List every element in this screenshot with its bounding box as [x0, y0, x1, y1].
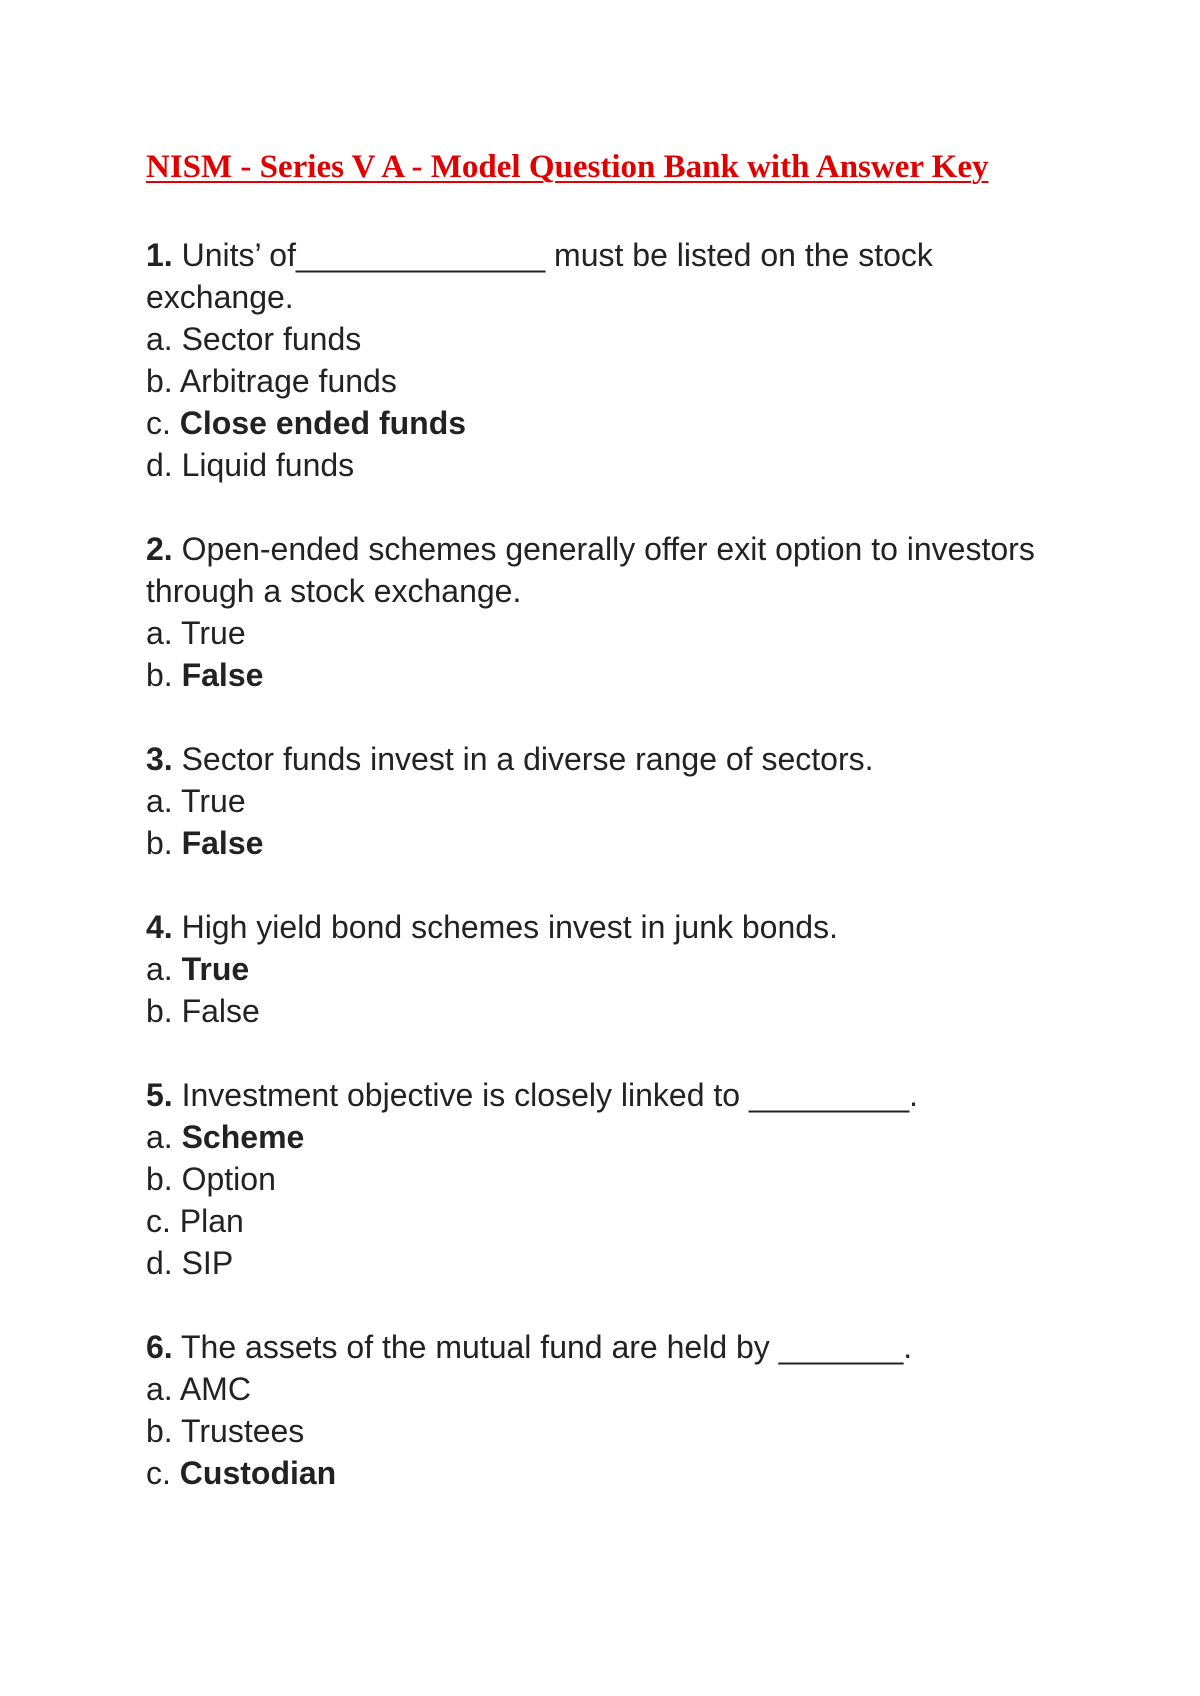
page-content	[146, 146, 1046, 1536]
option-text: Trustees	[181, 1413, 305, 1449]
option-text-answer: False	[181, 657, 264, 693]
document-title: NISM - Series V A - Model Question Bank with Answer Key	[146, 149, 989, 185]
question-text: Open-ended schemes generally offer exit option to investors through a stock exchange.	[146, 531, 1035, 609]
option-text: True	[181, 615, 246, 651]
option-letter: a.	[146, 783, 173, 819]
option-a-correct	[146, 1116, 1046, 1158]
option-letter: c.	[146, 1203, 171, 1239]
option-c-correct	[146, 402, 1046, 444]
option-b	[146, 360, 1046, 402]
option-c	[146, 1200, 1046, 1242]
option-list	[146, 318, 1046, 486]
option-text-answer: True	[181, 951, 250, 987]
question-4	[146, 906, 1046, 1032]
option-letter: d.	[146, 1245, 173, 1281]
option-letter: b.	[146, 825, 173, 861]
question-text: Units’ of______________ must be listed on the stock exchange.	[146, 237, 933, 315]
option-list	[146, 948, 1046, 1032]
option-text: SIP	[181, 1245, 234, 1281]
question-number: 5.	[146, 1077, 173, 1113]
option-text-answer: Custodian	[179, 1455, 337, 1491]
option-list	[146, 780, 1046, 864]
option-letter: b.	[146, 1161, 173, 1197]
option-letter: c.	[146, 1455, 171, 1491]
option-a	[146, 780, 1046, 822]
question-text: High yield bond schemes invest in junk bonds.	[181, 909, 838, 945]
question-text: Investment objective is closely linked to _________.	[181, 1077, 919, 1113]
question-text: Sector funds invest in a diverse range of sectors.	[181, 741, 874, 777]
option-letter: a.	[146, 951, 173, 987]
option-b	[146, 990, 1046, 1032]
option-letter: a.	[146, 615, 173, 651]
question-2	[146, 528, 1046, 696]
question-6	[146, 1326, 1046, 1494]
option-text-answer: Close ended funds	[179, 405, 467, 441]
option-list	[146, 612, 1046, 696]
option-letter: a.	[146, 1371, 173, 1407]
option-c-correct	[146, 1452, 1046, 1494]
option-d	[146, 1242, 1046, 1284]
option-a-correct	[146, 948, 1046, 990]
option-letter: b.	[146, 1413, 173, 1449]
option-letter: d.	[146, 447, 173, 483]
option-text: Liquid funds	[181, 447, 355, 483]
option-d	[146, 444, 1046, 486]
option-letter: b.	[146, 657, 173, 693]
option-b-correct	[146, 822, 1046, 864]
option-list	[146, 1368, 1046, 1494]
option-text: True	[181, 783, 246, 819]
question-stem	[146, 528, 1046, 612]
option-text-answer: Scheme	[181, 1119, 305, 1155]
question-text: The assets of the mutual fund are held by _______.	[181, 1329, 913, 1365]
question-stem	[146, 234, 1046, 318]
question-number: 3.	[146, 741, 173, 777]
option-letter: b.	[146, 993, 173, 1029]
question-number: 2.	[146, 531, 173, 567]
option-a	[146, 612, 1046, 654]
option-letter: a.	[146, 321, 173, 357]
question-number: 1.	[146, 237, 173, 273]
question-stem	[146, 738, 1046, 780]
option-a	[146, 1368, 1046, 1410]
option-letter: a.	[146, 1119, 173, 1155]
option-letter: c.	[146, 405, 171, 441]
option-a	[146, 318, 1046, 360]
option-b	[146, 1158, 1046, 1200]
option-text: Plan	[179, 1203, 244, 1239]
option-text: Option	[181, 1161, 276, 1197]
option-text: False	[181, 993, 260, 1029]
option-text: Sector funds	[181, 321, 362, 357]
option-text-answer: False	[181, 825, 264, 861]
question-stem	[146, 1326, 1046, 1368]
question-3	[146, 738, 1046, 864]
option-b	[146, 1410, 1046, 1452]
question-1	[146, 234, 1046, 486]
option-text: Arbitrage funds	[179, 363, 397, 399]
question-number: 6.	[146, 1329, 173, 1365]
question-list	[146, 234, 1046, 1494]
question-5	[146, 1074, 1046, 1284]
question-stem	[146, 906, 1046, 948]
option-text: AMC	[179, 1371, 251, 1407]
question-stem	[146, 1074, 1046, 1116]
option-letter: b.	[146, 363, 173, 399]
option-b-correct	[146, 654, 1046, 696]
question-number: 4.	[146, 909, 173, 945]
option-list	[146, 1116, 1046, 1284]
